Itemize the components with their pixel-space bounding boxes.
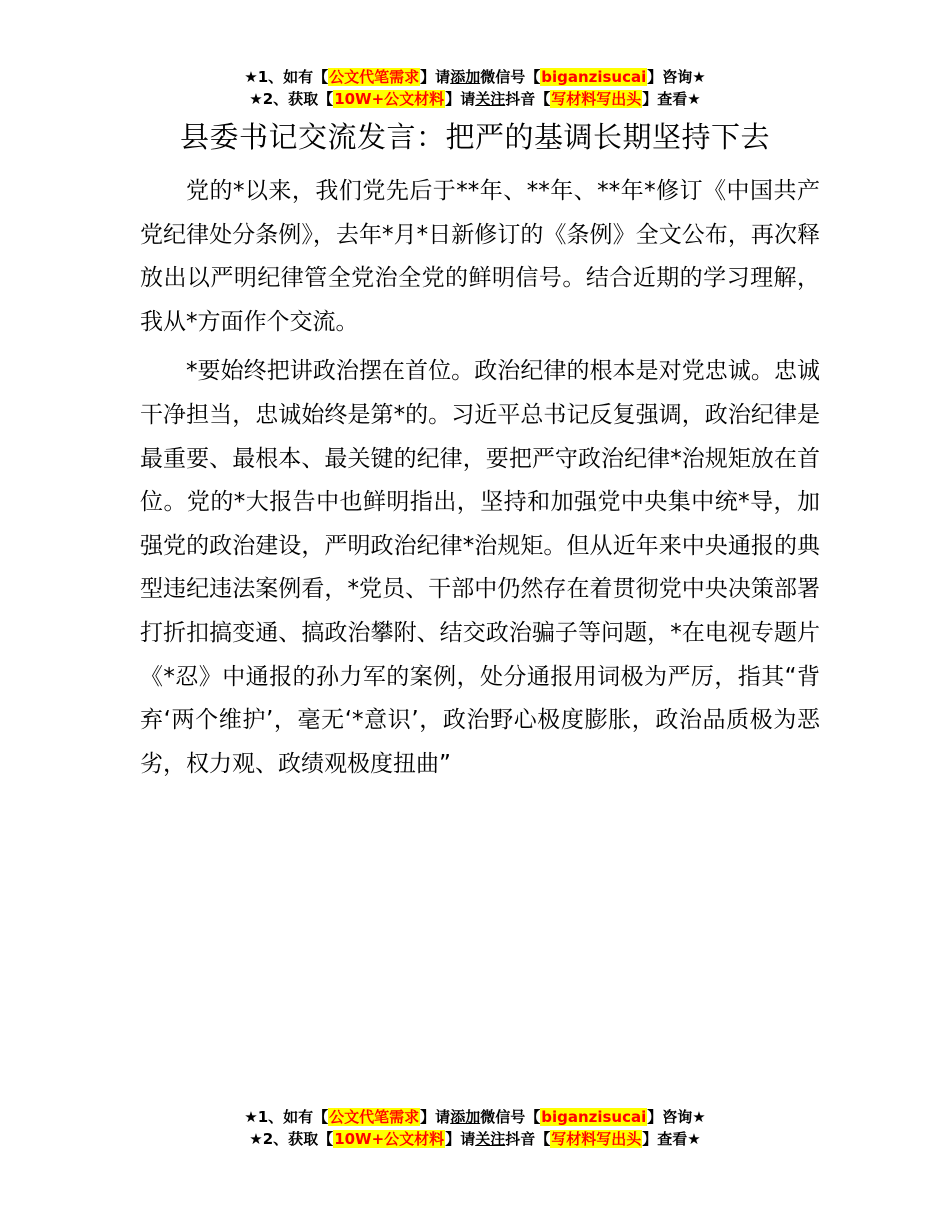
promo-text: 抖音【 <box>505 1130 551 1148</box>
promo-line-contact <box>0 1106 950 1128</box>
promo-highlight-service: 公文代笔需求 <box>329 1108 420 1126</box>
paragraph-intro: 党的*以来，我们党先后于**年、**年、**年*修订《中国共产党纪律处分条例》，去年*月*日新修订的《条例》全文公布，再次释放出以严明纪律管全党治全党的鲜明信号。结合近期的学习理解，我从*方面作个交流。 <box>140 178 820 335</box>
footer-promo <box>0 1106 950 1150</box>
promo-text: 】查看★ <box>642 90 701 108</box>
paragraph-political-discipline: *要始终把讲政治摆在首位。政治纪律的根本是对党忠诚。忠诚干净担当，忠诚始终是第*的。习近平总书记反复强调，政治纪律是最重要、最根本、最关键的纪律，要把严守政治纪律*治规矩放在首位。党的*大报告中也鲜明指出，坚持和加强党中央集中统*导，加强党的政治建设，严明政治纪律*治规矩。但从近年来中央通报的典型违纪违法案例看，*党员、干部中仍然存在着贯彻党中央决策部署打折扣搞变通、搞政治攀附、结交政治骗子等问题，*在电视专题片《*忍》中通报的孙力军的案例，处分通报用词极为严厉，指其“背弃‘两个维护’，毫无‘*意识’，政治野心极度膨胀，政治品质极为恶劣，权力观、政绩观极度扭曲” <box>140 358 820 777</box>
promo-highlight-materials: 10W+公文材料 <box>334 90 445 108</box>
promo-underlined-text: 关注 <box>475 1130 506 1148</box>
promo-line-materials <box>0 88 950 110</box>
promo-text: 】请 <box>445 90 476 108</box>
promo-text: 微信号【 <box>480 1108 541 1126</box>
promo-text: 】查看★ <box>642 1130 701 1148</box>
promo-text: 】请 <box>420 1108 451 1126</box>
document-body <box>140 170 820 792</box>
promo-text: ★1、如有【 <box>244 68 329 86</box>
promo-line-contact <box>0 66 950 88</box>
document-title: 县委书记交流发言：把严的基调长期坚持下去 <box>179 120 770 154</box>
promo-text: 微信号【 <box>480 68 541 86</box>
promo-highlight-douyin-id: 写材料写出头 <box>551 1130 642 1148</box>
promo-text: 】请 <box>445 1130 476 1148</box>
promo-text: ★2、获取【 <box>249 1130 334 1148</box>
promo-highlight-materials: 10W+公文材料 <box>334 1130 445 1148</box>
promo-text: 】咨询★ <box>647 68 706 86</box>
promo-highlight-service: 公文代笔需求 <box>329 68 420 86</box>
promo-text: 】请 <box>420 68 451 86</box>
promo-text: ★2、获取【 <box>249 90 334 108</box>
promo-highlight-wechat-id: biganzisucai <box>541 1108 647 1126</box>
promo-text: 】咨询★ <box>647 1108 706 1126</box>
promo-text: 抖音【 <box>505 90 551 108</box>
promo-highlight-wechat-id: biganzisucai <box>541 68 647 86</box>
promo-underlined-text: 关注 <box>475 90 506 108</box>
promo-highlight-douyin-id: 写材料写出头 <box>551 90 642 108</box>
promo-line-materials <box>0 1128 950 1150</box>
promo-underlined-text: 添加 <box>450 1108 481 1126</box>
promo-underlined-text: 添加 <box>450 68 481 86</box>
header-promo <box>0 66 950 110</box>
promo-text: ★1、如有【 <box>244 1108 329 1126</box>
